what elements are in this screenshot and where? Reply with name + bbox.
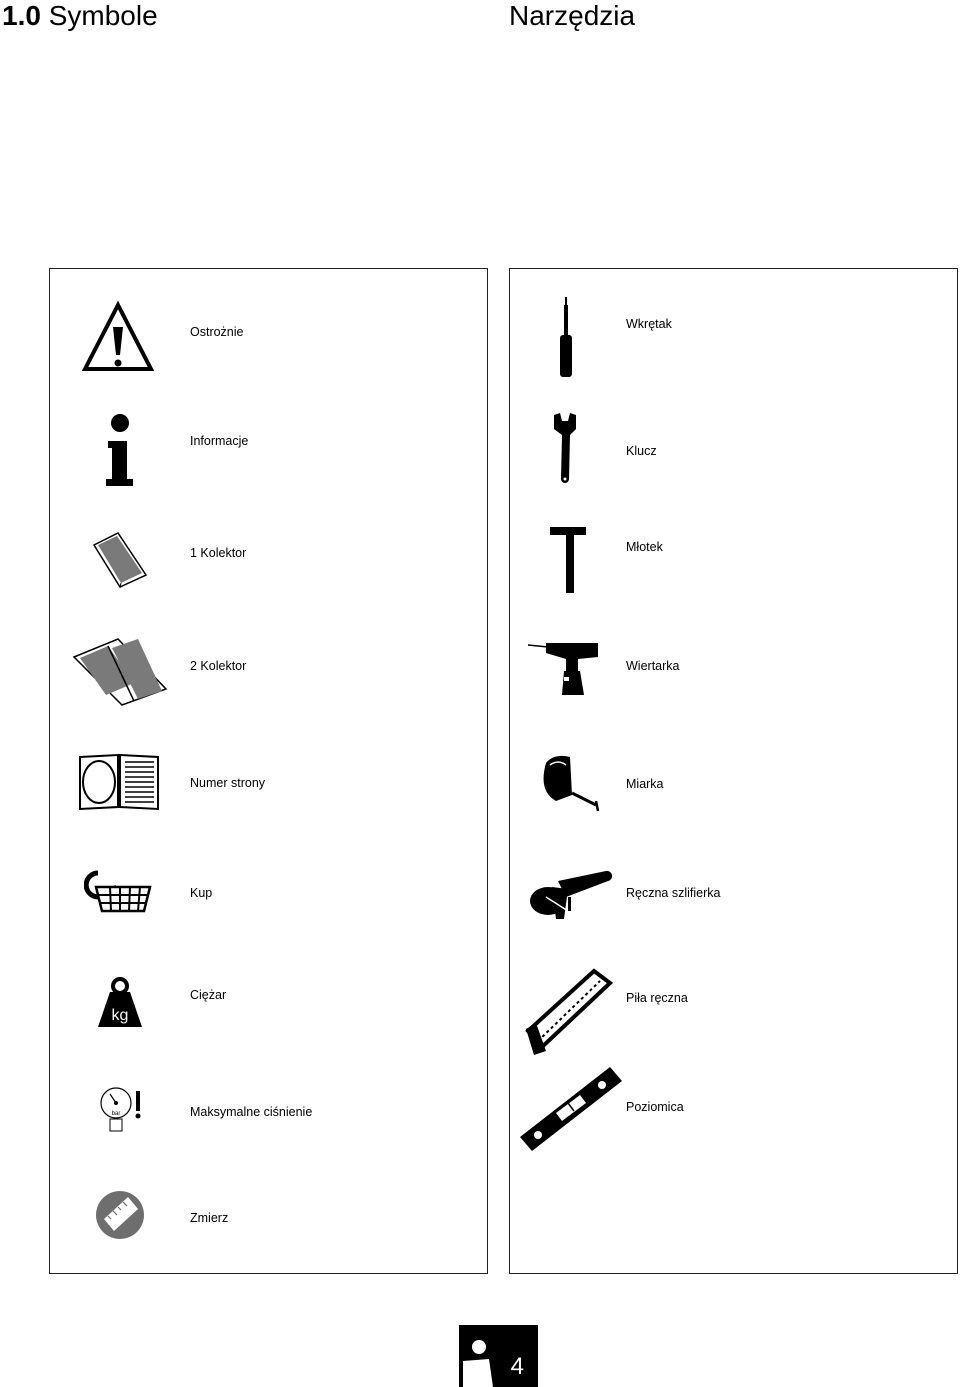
page-number: 4 (510, 1353, 524, 1380)
weight-icon (96, 975, 144, 1029)
weight-unit: kg (111, 1007, 129, 1024)
tool-label-grinder: Ręczna szlifierka (626, 886, 721, 900)
page-number-badge (459, 1325, 538, 1387)
tool-label-drill: Wiertarka (626, 659, 680, 673)
symbol-label-pressure: Maksymalne ciśnienie (190, 1105, 313, 1119)
symbols-panel (49, 268, 488, 1274)
symbol-label-buy: Kup (190, 886, 213, 900)
symbol-label-warning: Ostrożnie (190, 325, 244, 339)
info-badge-icon (459, 1325, 538, 1387)
pressure-unit: bar (111, 1111, 121, 1117)
section-title: Symbole (48, 0, 158, 31)
symbol-label-page-number: Numer strony (190, 776, 266, 790)
screwdriver-icon (554, 297, 578, 379)
section-header (2, 0, 158, 32)
symbol-label-measure: Zmierz (190, 1211, 229, 1225)
tools-panel (509, 268, 958, 1274)
tool-label-spirit-level: Poziomica (626, 1100, 684, 1114)
single-collector-icon (90, 531, 152, 589)
wrench-icon (550, 411, 580, 485)
tool-label-hammer: Młotek (626, 540, 663, 554)
tool-label-hacksaw: Piła ręczna (626, 991, 688, 1005)
symbol-label-weight: Ciężar (190, 988, 227, 1002)
spirit-level-icon (516, 1063, 628, 1155)
tool-label-tape-measure: Miarka (626, 777, 664, 791)
tool-label-wrench: Klucz (626, 444, 657, 458)
warning-icon (82, 301, 154, 373)
buy-basket-icon (84, 865, 152, 915)
symbol-label-collector-2: 2 Kolektor (190, 659, 247, 673)
page-number-icon (78, 753, 162, 811)
symbol-label-info: Informacje (190, 434, 249, 448)
drill-icon (526, 637, 602, 701)
hammer-icon (548, 525, 588, 597)
tool-label-screwdriver: Wkrętak (626, 317, 672, 331)
pressure-gauge-icon (96, 1085, 146, 1137)
info-icon (100, 413, 140, 489)
hacksaw-icon (522, 965, 614, 1057)
tape-measure-icon (536, 751, 602, 813)
tools-title: Narzędzia (509, 0, 636, 31)
symbol-label-collector-1: 1 Kolektor (190, 546, 247, 560)
section-number: 1.0 (2, 0, 41, 31)
angle-grinder-icon (528, 867, 612, 925)
measure-icon (94, 1189, 146, 1241)
double-collector-icon (72, 637, 168, 707)
